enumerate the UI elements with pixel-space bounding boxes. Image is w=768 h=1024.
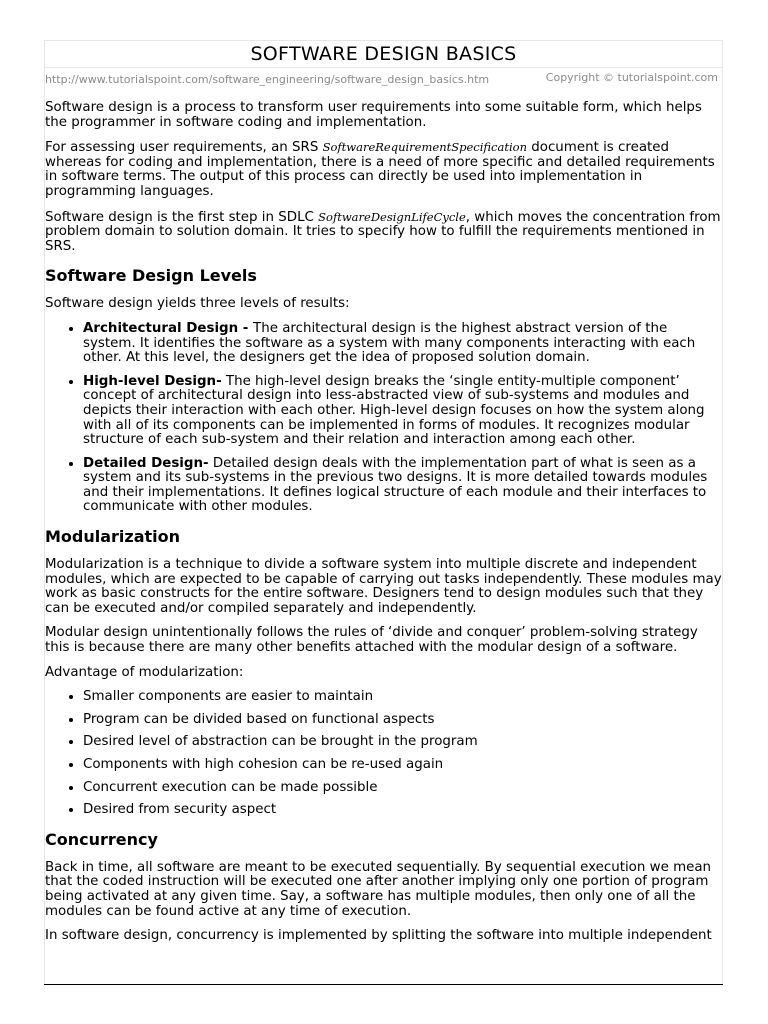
intro-p3-text-a: Software design is the first step in SDLC bbox=[45, 209, 319, 225]
section-heading-modularization: Modularization bbox=[45, 527, 181, 547]
concurrency-paragraph-2: In software design, concurrency is implemented by splitting the software into multiple independent bbox=[45, 928, 712, 944]
level-term: Architectural Design - bbox=[83, 320, 254, 336]
srs-term: SoftwareRequirementSpecification bbox=[322, 140, 527, 155]
list-item: • Concurrent execution can be made possible bbox=[83, 781, 722, 796]
source-bar bbox=[45, 73, 722, 91]
list-item bbox=[83, 375, 722, 448]
page-bottom-rule bbox=[44, 984, 723, 985]
intro-p2-text-b: document is created whereas for coding and implementation, there is a need of more specific and detailed requirements in software terms. The output of this process can directly be used into implementation in programming languages. bbox=[45, 140, 715, 199]
modularization-paragraph-2: Modular design unintentionally follows the rules of ‘divide and conquer’ problem-solving strategy this is because there are many other benefits attached with the modular design of a software. bbox=[45, 625, 698, 656]
intro-p2-text-a: For assessing user requirements, an SRS bbox=[45, 140, 323, 156]
level-term: High-level Design- bbox=[83, 373, 222, 389]
intro-p3-text-b: , which moves the concentration from problem domain to solution domain. It tries to specify how to fulfill the requirements mentioned in SRS. bbox=[45, 209, 721, 254]
modularization-paragraph-1: Modularization is a technique to divide a software system into multiple discrete and independent modules, which are expected to be capable of carrying out tasks independently. These modules may work as basic constructs for the entire software. Designers tend to design modules such that they can be executed and/or compiled separately and independently. bbox=[45, 557, 722, 616]
list-item: • Program can be divided based on functional aspects bbox=[83, 713, 722, 728]
intro-paragraph-2 bbox=[45, 140, 722, 199]
list-item: • Desired level of abstraction can be brought in the program bbox=[83, 735, 722, 750]
levels-lead: Software design yields three levels of results: bbox=[45, 296, 350, 312]
document-body bbox=[45, 101, 722, 944]
level-text: The high-level design breaks the ‘single entity-multiple component’ concept of architectural design into less-abstracted view of sub-systems and modules and depicts their interaction with each other. High-level design focuses on how the system along with all of its components can be implemented in forms of modules. It recognizes modular structure of each sub-system and their relation and interaction among each other. bbox=[83, 373, 705, 448]
intro-paragraph-3 bbox=[45, 210, 722, 255]
level-text: Detailed design deals with the implementation part of what is seen as a system and its sub-systems in the previous two designs. It is more detailed towards modules and their implementations. It defines logical structure of each module and their interfaces to communicate with other modules. bbox=[83, 455, 708, 515]
list-item: • Smaller components are easier to maintain bbox=[83, 690, 722, 705]
copyright-notice: Copyright © tutorialspoint.com bbox=[545, 71, 718, 84]
sdlc-term: SoftwareDesignLifeCycle bbox=[318, 209, 466, 224]
advantages-list bbox=[45, 690, 722, 818]
concurrency-paragraph-1: Back in time, all software are meant to be executed sequentially. By sequential execution we mean that the coded instruction will be executed one after another implying only one portion of program being activated at any given time. Say, a software has multiple modules, then only one of all the modules can be found active at any time of execution. bbox=[45, 859, 712, 919]
list-item bbox=[83, 322, 722, 366]
page-title: SOFTWARE DESIGN BASICS bbox=[45, 42, 722, 68]
section-heading-concurrency: Concurrency bbox=[45, 829, 158, 849]
document-page bbox=[44, 40, 723, 984]
levels-list bbox=[45, 322, 722, 515]
level-term: Detailed Design- bbox=[83, 455, 209, 471]
level-text: The architectural design is the highest abstract version of the system. It identifies the software as a system with many components interacting with each other. At this level, the designers get the idea of proposed solution domain. bbox=[83, 320, 696, 366]
source-url[interactable]: http://www.tutorialspoint.com/software_engineering/software_design_basics.htm bbox=[45, 73, 490, 86]
section-heading-levels: Software Design Levels bbox=[45, 266, 257, 286]
list-item: • Components with high cohesion can be re-used again bbox=[83, 758, 722, 773]
advantage-lead: Advantage of modularization: bbox=[45, 664, 244, 680]
list-item: • Desired from security aspect bbox=[83, 803, 722, 818]
intro-paragraph-1: Software design is a process to transform user requirements into some suitable form, which helps the programmer in software coding and implementation. bbox=[45, 100, 702, 130]
list-item bbox=[83, 457, 722, 515]
